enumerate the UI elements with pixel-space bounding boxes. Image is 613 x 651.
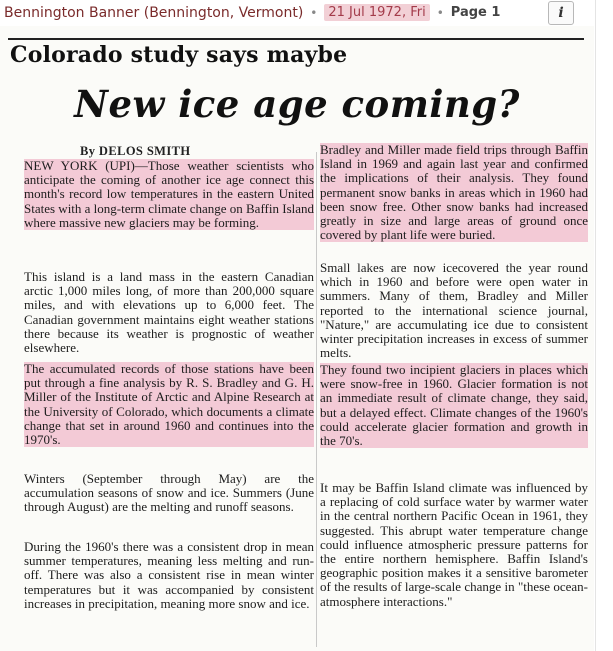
top-rule <box>8 38 584 40</box>
newspaper-clipping <box>0 26 594 651</box>
paragraph-highlighted: They found two incipient glaciers in places which were snow-free in 1960. Glacier formation is not an immediate result of climate change, they said, but a delayed effect. Climate changes of the 1960's could accelerate glacier formation and growth in the 70's. <box>320 362 588 449</box>
paragraph-highlighted: The accumulated records of those stations have been put through a fine analysis by R. S. Bradley and G. H. Miller of the Institute of Arctic and Alpine Research at the University of Colorado, which documents a climate change that set in around 1960 and continues into the 1970's. <box>24 361 314 448</box>
paragraph: Winters (September through May) are the accumulation seasons of snow and ice. Summers (June through August) are the melting and runoff seasons. <box>24 471 314 515</box>
main-headline: New ice age coming? <box>74 82 520 126</box>
column-divider <box>316 152 317 647</box>
separator-dot: • <box>310 5 318 20</box>
paragraph: This island is a land mass in the eastern Canadian arctic 1,000 miles long, of more than 200,000 square miles, and with elevations up to 6,000 feet. The Canadian government maintains eight weather stations there because its weather is prognostic of weather elsewhere. <box>24 269 314 356</box>
paragraph: During the 1960's there was a consistent drop in mean summer temperatures, meaning less melting and run-off. There was also a consistent rise in mean winter temperatures but it was accompanied by consistent increases in precipitation, meaning more snow and ice. <box>24 539 314 611</box>
info-button[interactable]: i <box>548 1 574 25</box>
separator-dot: • <box>436 5 444 20</box>
viewer-topbar <box>0 0 613 25</box>
paragraph: Small lakes are now icecovered the year round which in 1960 and before were open water in summers. Many of them, Bradley and Miller reported to the international science journal, "Nature," are accumulating ice due to consistent winter precipitation increases in excess of summer melts. <box>320 260 588 361</box>
kicker-headline: Colorado study says maybe <box>10 42 348 68</box>
publication-title[interactable]: Bennington Banner (Bennington, Vermont) <box>4 4 304 21</box>
byline: By DELOS SMITH <box>80 144 191 158</box>
scrollbar[interactable] <box>595 0 613 651</box>
paragraph-highlighted: NEW YORK (UPI)—Those weather scientists who anticipate the coming of another ice age connect this month's record low temperatures in the eastern United States with a long-term climate change on Baffin Island where massive new glaciers may be forming. <box>24 158 315 230</box>
issue-date[interactable]: 21 Jul 1972, Fri <box>324 4 429 21</box>
paragraph: It may be Baffin Island climate was influenced by a replacing of cold surface water by warmer water in the central northern Pacific Ocean in 1961, they suggested. This abrupt water temperature change could influence atmospheric pressure patterns for the entire northern hemisphere. Baffin Island's geographic position makes it a sensitive barometer of the results of large-scale change in "these ocean-atmosphere interactions." <box>320 480 588 609</box>
paragraph-highlighted: Bradley and Miller made field trips through Baffin Island in 1969 and again last year and confirmed the implications of their analysis. They found permanent snow banks in areas which in 1960 had been snow free. Other snow banks had increased greatly in size and large areas of ground once covered by plant life were buried. <box>320 142 588 243</box>
page-number: Page 1 <box>450 5 501 20</box>
